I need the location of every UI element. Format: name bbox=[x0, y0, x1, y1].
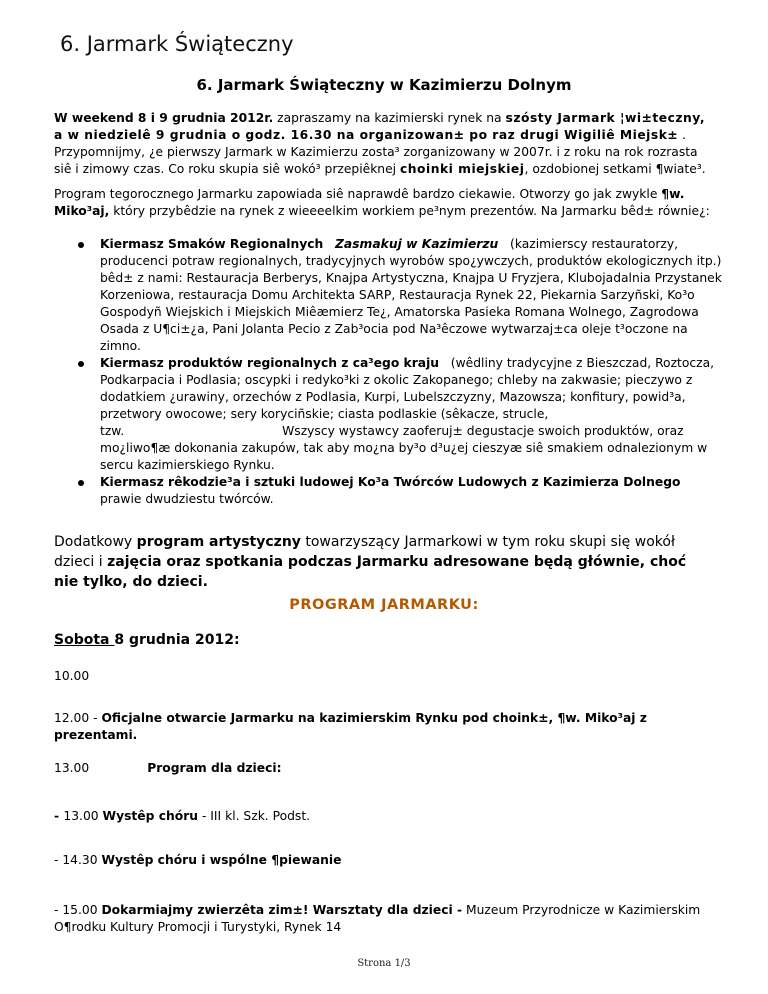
saturday-day: Sobota bbox=[54, 632, 115, 648]
intro-event: szósty Jarmark ¦wi±teczny, a w niedzielê 9 grudnia o godz. 16.30 na organizowan± po raz drugi Wigiliê Miejsk± bbox=[54, 111, 706, 142]
schedule-item bbox=[54, 760, 714, 777]
schedule-detail: - III kl. Szk. Podst. bbox=[198, 809, 311, 823]
bullet-icon bbox=[78, 242, 84, 248]
artistic-text-1: Dodatkowy bbox=[54, 534, 137, 550]
schedule-event: Wystêp chóru bbox=[102, 809, 199, 823]
schedule-time: 13.00 bbox=[63, 809, 103, 823]
bullet-title: Kiermasz produktów regionalnych z ca³ego kraju bbox=[100, 356, 440, 370]
schedule-item bbox=[54, 852, 714, 869]
document-heading: 6. Jarmark Świąteczny bbox=[60, 32, 294, 56]
intro-text-2: . Przypomnijmy, ¿e pierwszy Jarmark w Kazimierzu zosta³ zorganizowany w 2007r. i z roku na rok rozrasta siê i zimowy czas. Co roku skupia siê wokó³ przepiêknej bbox=[54, 128, 698, 176]
program-intro-santa: ¶w. Miko³aj, bbox=[54, 187, 685, 218]
intro-date: W weekend 8 i 9 grudnia 2012r. bbox=[54, 111, 274, 125]
bullet-text: (kazimierscy restauratorzy, producenci potraw regionalnych, tradycyjnych wyrobów spo¿ywczych, produktów ekologicznych itp.) bbox=[100, 237, 722, 268]
schedule-event: Program dla dzieci: bbox=[147, 761, 282, 775]
list-item bbox=[78, 474, 723, 508]
artistic-highlight: program artystyczny bbox=[136, 534, 301, 550]
article-title: 6. Jarmark Świąteczny w Kazimierzu Dolnym bbox=[196, 76, 572, 94]
bullet-text-2 bbox=[100, 423, 723, 474]
attractions-list bbox=[78, 236, 723, 508]
schedule-item bbox=[54, 902, 714, 936]
intro-paragraph bbox=[54, 110, 714, 178]
bullet-text-2: bêd± z nami: Restauracja Berberys, Knajpa Artystyczna, Knajpa U Fryzjera, Klubojadalnia Przystanek Korzeniowa, restauracja Domu Architekta SARP, Restauracja Rynek 22, Piekarnia Sarzyñski, Ko³o Gospodyñ Wiejskich i Miejskich Miêæmierz Te¿, Amatorska Pasieka Romana Wolnego, Zagrodowa Osada z U¶ci±¿a, Pani Jolanta Pecio z Zab³ocia pod Na³êczowe wytwarzaj±ca oleje t³oczone na zimno. bbox=[100, 271, 722, 353]
schedule-item: 10.00 bbox=[54, 669, 90, 683]
schedule-item bbox=[54, 710, 714, 744]
bullet-title: Kiermasz rêkodzie³a i sztuki ludowej Ko³a Twórców Ludowych z Kazimierza Dolnego bbox=[100, 475, 681, 489]
schedule-time: - 15.00 bbox=[54, 903, 102, 917]
artistic-program-paragraph bbox=[54, 532, 714, 592]
program-intro-text-2: który przybêdzie na rynek z wieeeelkim workiem pe³nym prezentów. Na Jarmarku bêd± równie¿: bbox=[109, 204, 710, 218]
program-intro-paragraph bbox=[54, 186, 714, 220]
artistic-bold-text: zajęcia oraz spotkania podczas Jarmarku adresowane będą głównie, choć nie tylko, do dzieci. bbox=[54, 554, 687, 590]
intro-text-3: , ozdobionej setkami ¶wiate³. bbox=[524, 162, 706, 176]
schedule-time: 12.00 - bbox=[54, 711, 102, 725]
intro-tree: choinki miejskiej bbox=[400, 162, 525, 176]
schedule-event: Wystêp chóru i wspólne ¶piewanie bbox=[101, 853, 342, 867]
schedule-event: Oficjalne otwarcie Jarmarku na kazimierskim Rynku pod choink±, ¶w. Miko³aj z prezentami. bbox=[54, 711, 647, 742]
schedule-item bbox=[54, 808, 714, 825]
schedule-detail: Muzeum Przyrodnicze w Kazimierskim O¶rodku Kultury Promocji i Turystyki, Rynek 14 bbox=[54, 903, 701, 934]
bullet-text: prawie dwudziestu twórców. bbox=[100, 492, 274, 506]
bullet-text-2b: Wszyscy wystawcy zaoferuj± degustacje swoich produktów, oraz mo¿liwo¶æ dokonania zakupów, tak aby mo¿na by³o d³u¿ej cieszyæ siê smakiem odnalezionym w sercu kazimierskiego Rynku. bbox=[100, 424, 708, 472]
page-number: Strona 1/3 bbox=[357, 958, 411, 969]
program-intro-text-1: Program tegorocznego Jarmarku zapowiada siê naprawdê bardzo ciekawie. Otworzy go jak zwykle bbox=[54, 187, 662, 201]
list-item bbox=[78, 355, 723, 474]
saturday-heading bbox=[54, 632, 240, 648]
saturday-date: 8 grudnia 2012: bbox=[114, 632, 240, 648]
bullet-subtitle: Zasmakuj w Kazimierzu bbox=[335, 237, 499, 251]
schedule-time: 13.00 bbox=[54, 761, 90, 775]
program-title: PROGRAM JARMARKU: bbox=[289, 597, 479, 613]
list-item bbox=[78, 236, 723, 355]
bullet-icon bbox=[78, 480, 84, 486]
bullet-title: Kiermasz Smaków Regionalnych bbox=[100, 237, 324, 251]
bullet-icon bbox=[78, 361, 84, 367]
bullet-text: (wêdliny tradycyjne z Bieszczad, Roztocza, Podkarpacia i Podlasia; oscypki i redyko³ki z okolic Zakopanego; chleby na zakwasie; pieczywo z dodatkiem ¿urawiny, orzechów z Podlasia, Kurpi, Lubelszczyzny, Mazowsza; konfitury, powid³a, przetwory owocowe; sery koryciñskie; ciasta podlaskie (sêkacze, strucle, bbox=[100, 356, 715, 421]
artistic-text-2: towarzyszący Jarmarkowi w tym roku skupi się wokół dzieci i bbox=[54, 534, 675, 570]
intro-text-1: zapraszamy na kazimierski rynek na bbox=[273, 111, 506, 125]
schedule-dash: - bbox=[54, 809, 64, 823]
schedule-event: Dokarmiajmy zwierzêta zim±! Warsztaty dla dzieci - bbox=[101, 903, 463, 917]
bullet-text-tzw: tzw. bbox=[100, 424, 125, 438]
schedule-time: - 14.30 bbox=[54, 853, 102, 867]
